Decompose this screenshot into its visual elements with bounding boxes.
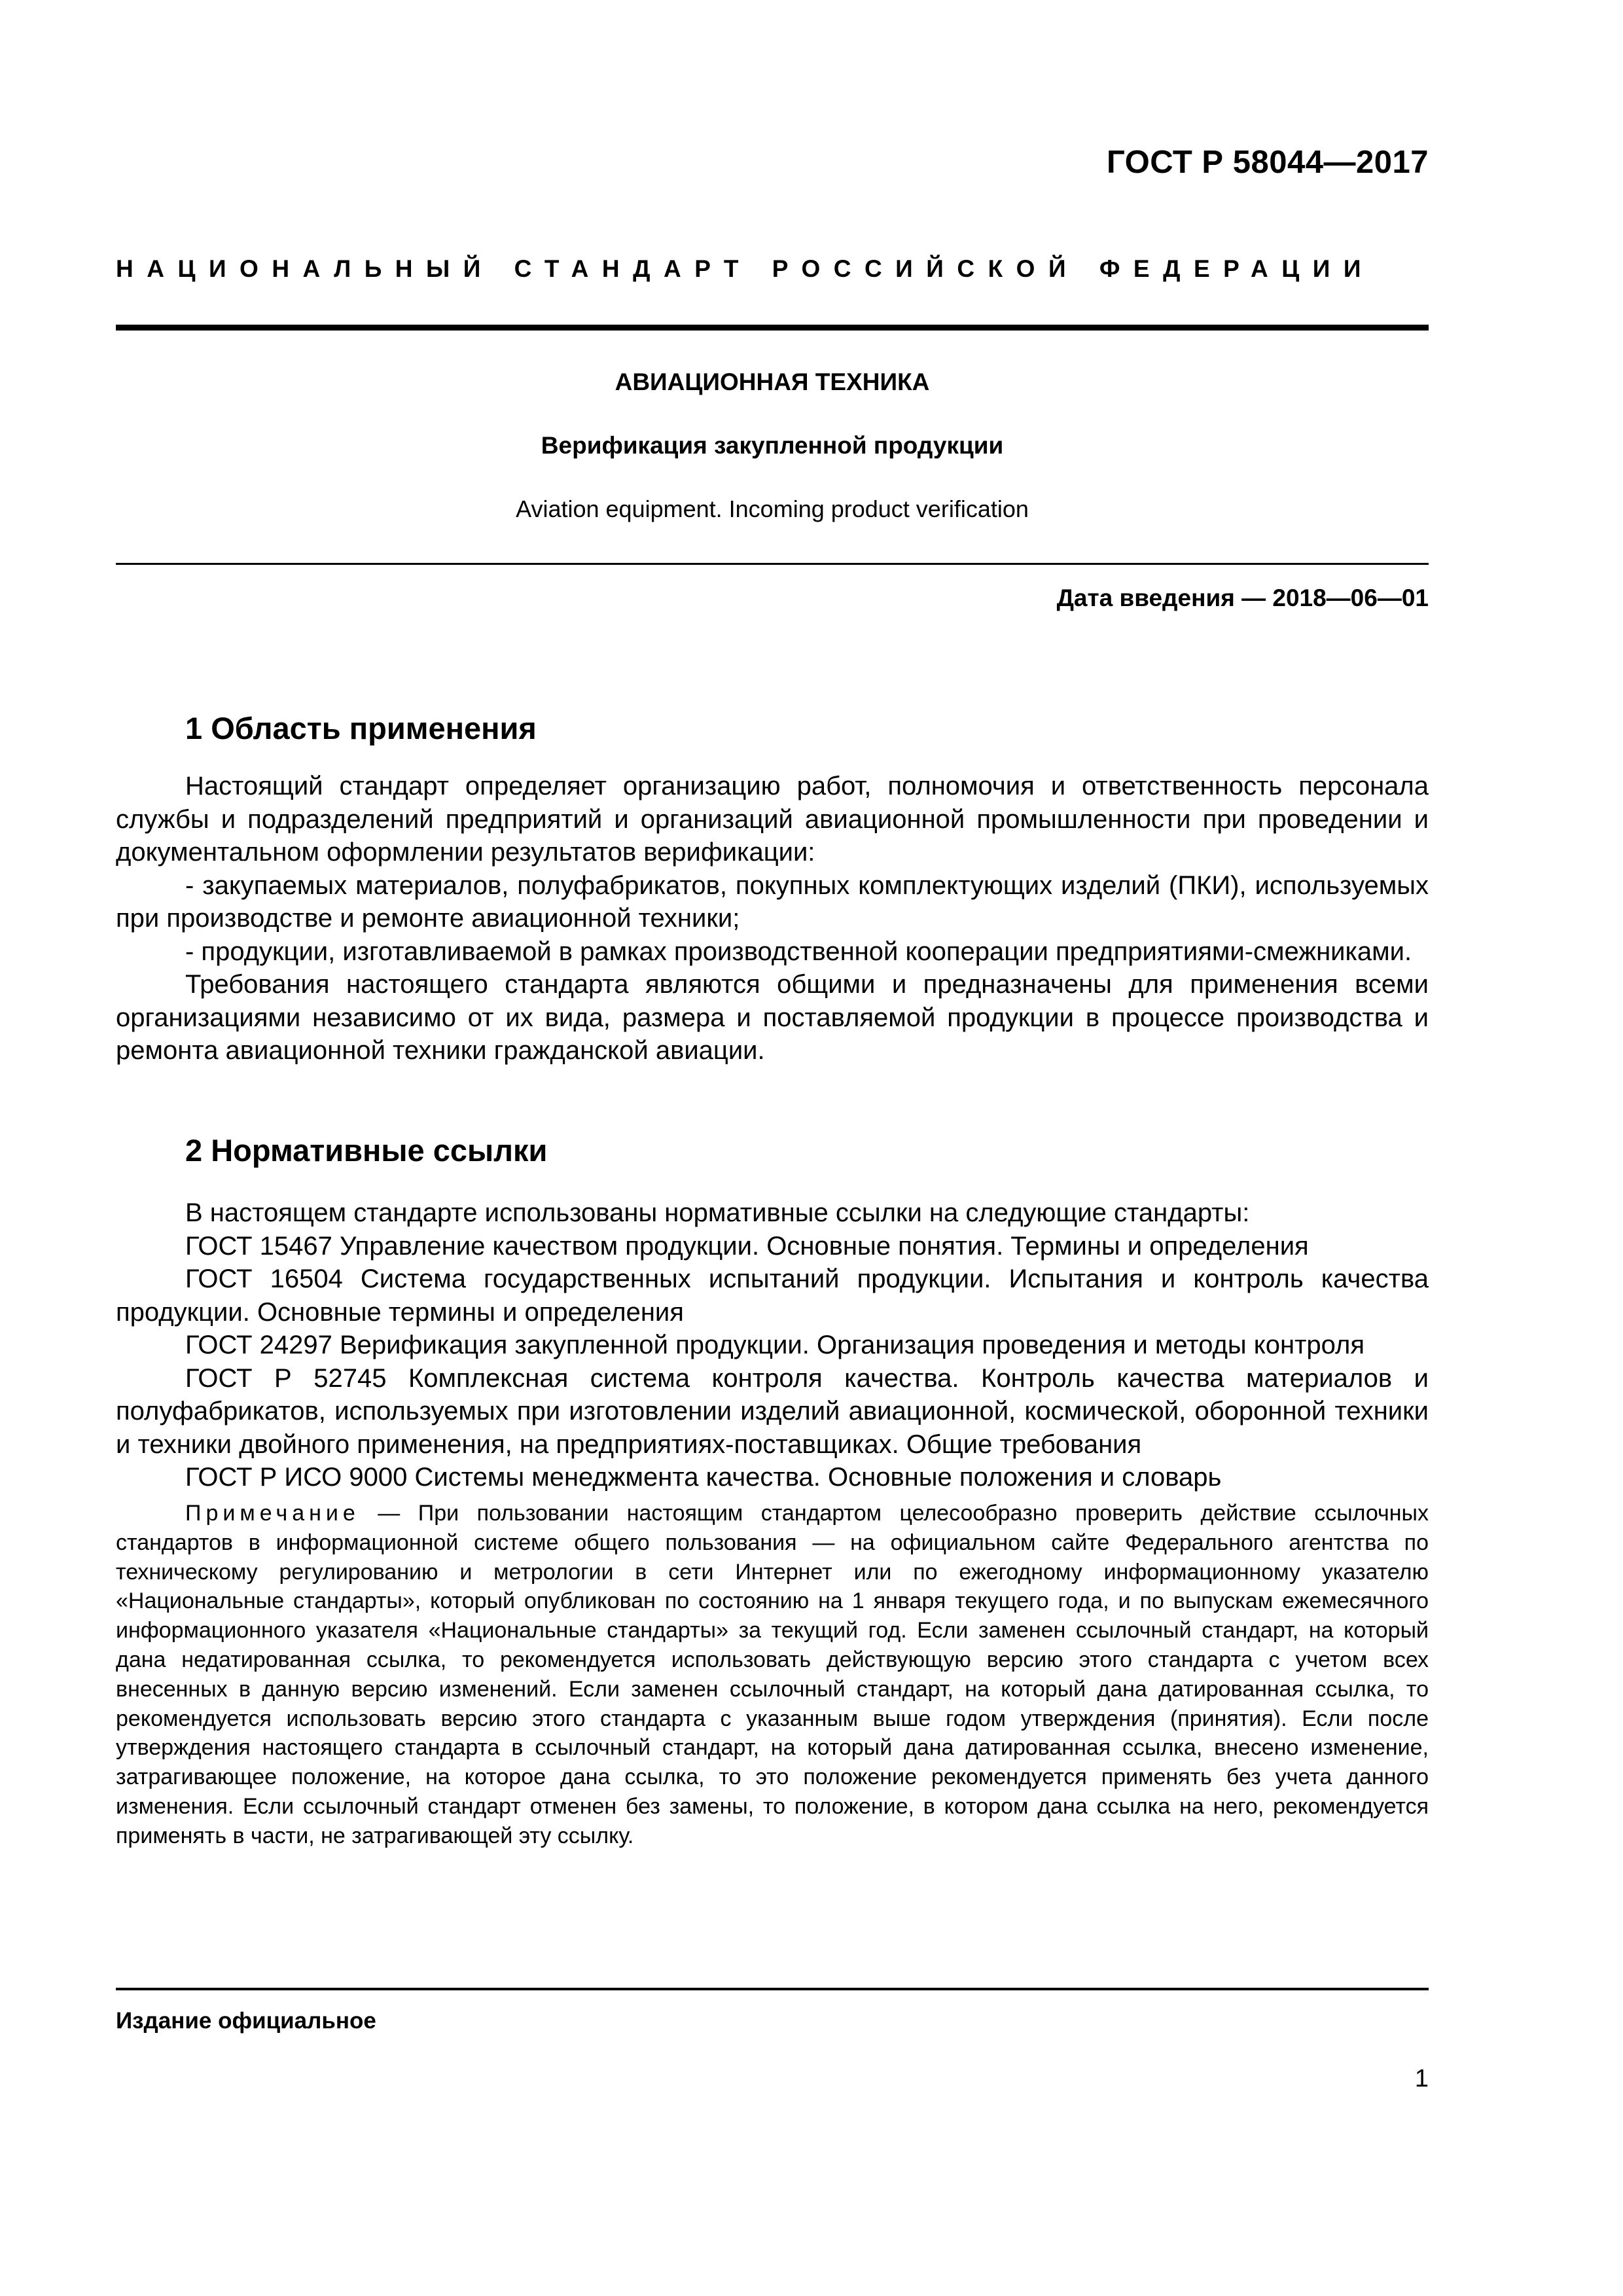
- section-1-body: [116, 770, 1429, 1067]
- list-item: - закупаемых материалов, полуфабрикатов, покупных комплектующих изделий (ПКИ), используемых при производстве и ремонте авиационной техники;: [116, 870, 1429, 933]
- section-1-heading: 1 Область применения: [185, 711, 537, 745]
- note-label: Примечание: [185, 1501, 360, 1526]
- document-title: АВИАЦИОННАЯ ТЕХНИКА: [615, 368, 930, 395]
- introduction-date: Дата введения — 2018—06—01: [1056, 584, 1429, 611]
- paragraph: Требования настоящего стандарта являются общими и предназначены для применения всеми организациями независимо от их вида, размера и поставляемой продукции в процессе производства и ремонта авиационной техники гражданской авиации.: [116, 970, 1429, 1065]
- paragraph: Настоящий стандарт определяет организацию работ, полномочия и ответственность персонала службы и подразделений предприятий и организаций авиационной промышленности при проведении и документальном оформлении результатов верификации:: [116, 772, 1429, 867]
- reference-item: ГОСТ 16504 Система государственных испытаний продукции. Испытания и контроль качества продукции. Основные термины и определения: [116, 1265, 1429, 1327]
- note: [116, 1499, 1429, 1851]
- reference-item: ГОСТ Р ИСО 9000 Системы менеджмента качества. Основные положения и словарь: [185, 1463, 1222, 1492]
- document-subtitle: Верификация закупленной продукции: [541, 432, 1004, 459]
- edition-label: Издание официальное: [116, 2008, 376, 2034]
- english-title: Aviation equipment. Incoming product verification: [516, 495, 1029, 522]
- national-standard-title: НАЦИОНАЛЬНЫЙ СТАНДАРТ РОССИЙСКОЙ ФЕДЕРАЦИИ: [116, 255, 1374, 282]
- note-text: — При пользовании настоящим стандартом целесообразно проверить действие ссылочных стандартов в информационной системе общего пользования — на официальном сайте Федерального агентства по техническому регулированию и метрологии в сети Интернет или по ежегодному информационному указателю «Национальные стандарты», который опубликован по состоянию на 1 января текущего года, и по выпускам ежемесячного информационного указателя «Национальные стандарты» за текущий год. Если заменен ссылочный стандарт, на который дана недатированная ссылка, то рекомендуется использовать действующую версию этого стандарта с учетом всех внесенных в данную версию изменений. Если заменен ссылочный стандарт, на который дана датированная ссылка, то рекомендуется использовать версию этого стандарта с указанным выше годом утверждения (принятия). Если после утверждения настоящего стандарта в ссылочный стандарт, на который дана датированная ссылка, внесено изменение, затрагивающее положение, на которое дана ссылка, то это положение рекомендуется применять без учета данного изменения. Если ссылочный стандарт отменен без замены, то положение, в котором дана ссылка на него, рекомендуется применять в части, не затрагивающей эту ссылку.: [116, 1501, 1429, 1848]
- reference-item: ГОСТ 24297 Верификация закупленной продукции. Организация проведения и методы контроля: [185, 1331, 1365, 1359]
- document-number: ГОСТ Р 58044—2017: [1106, 145, 1429, 180]
- section-2-body: [116, 1196, 1429, 1494]
- reference-item: ГОСТ 15467 Управление качеством продукции. Основные понятия. Термины и определения: [185, 1231, 1309, 1261]
- title-divider: [116, 563, 1429, 565]
- list-item: - продукции, изготавливаемой в рамках производственной кооперации предприятиями-смежниками.: [185, 937, 1412, 966]
- section-2-heading: 2 Нормативные ссылки: [185, 1133, 548, 1168]
- reference-item: ГОСТ Р 52745 Комплексная система контроля качества. Контроль качества материалов и полуфабрикатов, используемых при изготовлении изделий авиационной, космической, оборонной техники и техники двойного применения, на предприятиях-поставщиках. Общие требования: [116, 1363, 1429, 1459]
- page-number: 1: [1414, 2065, 1429, 2092]
- footer-divider: [116, 1988, 1429, 1990]
- paragraph: В настоящем стандарте использованы нормативные ссылки на следующие стандарты:: [185, 1198, 1250, 1227]
- header-divider: [116, 325, 1429, 331]
